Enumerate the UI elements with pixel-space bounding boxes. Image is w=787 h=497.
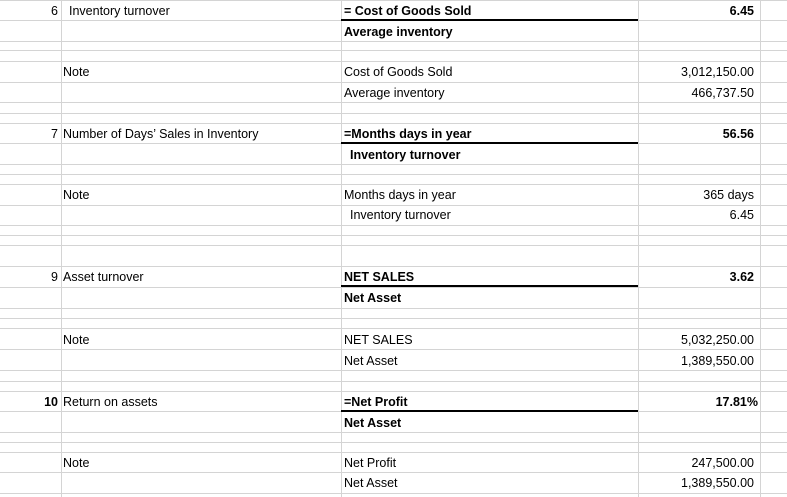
row-number: 6 — [51, 4, 58, 18]
ratio-label: Return on assets — [63, 395, 158, 409]
note-numerator-value: 5,032,250.00 — [681, 333, 754, 347]
note-label: Note — [63, 333, 90, 347]
note-denominator: Net Asset — [344, 476, 398, 490]
note-numerator-value: 365 days — [703, 188, 754, 202]
note-numerator-value: 3,012,150.00 — [681, 65, 754, 79]
note-label: Note — [63, 65, 90, 79]
note-denominator: Average inventory — [344, 86, 445, 100]
fraction-line — [341, 285, 638, 287]
note-denominator: Net Asset — [344, 354, 398, 368]
fraction-line — [341, 142, 638, 144]
formula-numerator: =Net Profit — [344, 395, 408, 409]
ratio-result: 17.81% — [715, 395, 758, 409]
note-label: Note — [63, 456, 90, 470]
formula-denominator: Average inventory — [344, 25, 453, 39]
note-numerator: Months days in year — [344, 188, 456, 202]
formula-numerator: = Cost of Goods Sold — [344, 4, 472, 18]
note-denominator-value: 466,737.50 — [691, 86, 754, 100]
ratio-result: 56.56 — [722, 127, 754, 141]
formula-numerator: NET SALES — [344, 270, 415, 284]
note-numerator-value: 247,500.00 — [691, 456, 754, 470]
formula-denominator: Inventory turnover — [350, 148, 461, 162]
note-numerator: Cost of Goods Sold — [344, 65, 453, 79]
ratio-result: 3.62 — [729, 270, 754, 284]
fraction-line — [341, 19, 638, 21]
note-denominator-value: 6.45 — [729, 208, 754, 222]
row-number: 9 — [51, 270, 58, 284]
note-numerator: Net Profit — [344, 456, 397, 470]
ratio-label: Inventory turnover — [69, 4, 170, 18]
note-denominator-value: 1,389,550.00 — [681, 354, 754, 368]
ratio-label: Number of Days’ Sales in Inventory — [63, 127, 259, 141]
note-numerator: NET SALES — [344, 333, 413, 347]
note-label: Note — [63, 188, 90, 202]
ratio-label: Asset turnover — [63, 270, 144, 284]
formula-numerator: =Months days in year — [344, 127, 472, 141]
formula-denominator: Net Asset — [344, 416, 402, 430]
row-number: 10 — [44, 395, 58, 409]
note-denominator: Inventory turnover — [350, 208, 451, 222]
note-denominator-value: 1,389,550.00 — [681, 476, 754, 490]
row-number: 7 — [51, 127, 58, 141]
ratio-result: 6.45 — [729, 4, 754, 18]
formula-denominator: Net Asset — [344, 291, 402, 305]
fraction-line — [341, 410, 638, 412]
